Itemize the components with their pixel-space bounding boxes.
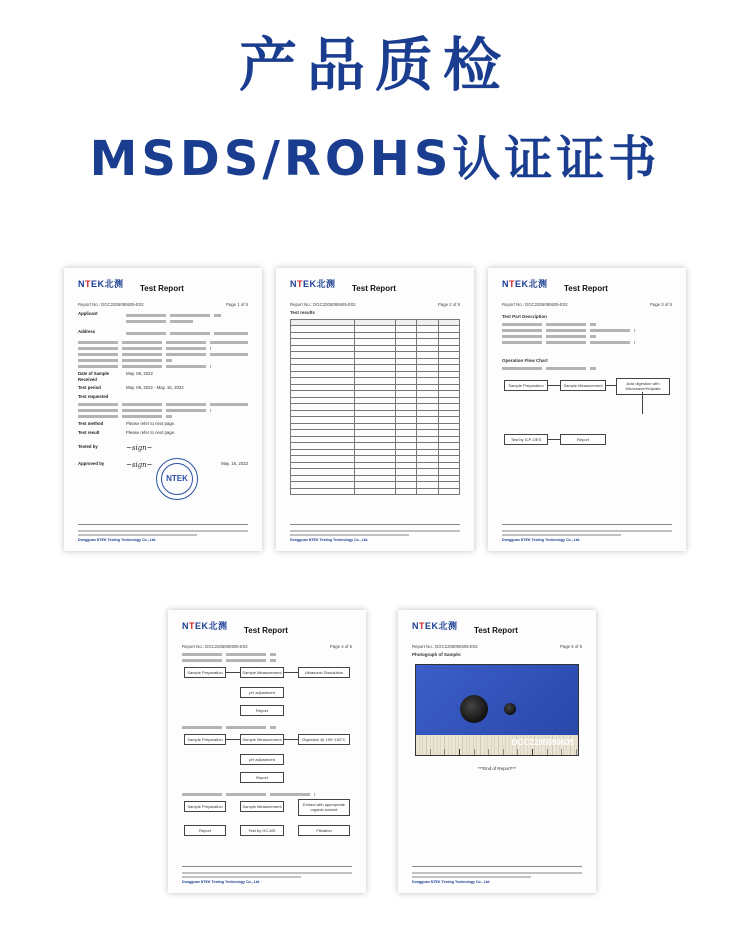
flow-box: Report (184, 825, 226, 836)
report-number: Report No.: DGC2205090605-E02 (78, 302, 144, 307)
report-title: Test Report (352, 284, 396, 293)
ntek-logo: NTEK北测 (78, 279, 124, 289)
report-footer: Dongguan NTEK Testing Technology Co., Ltd. (412, 866, 582, 885)
section-title: Photograph of Sample: (412, 651, 462, 657)
report-title: Test Report (474, 626, 518, 635)
report-page-5 (398, 610, 596, 893)
page-number: Page 5 of 5 (560, 644, 582, 649)
flow-box: Sample Measurement (240, 734, 284, 745)
approved-date: May. 16, 2022 (221, 461, 248, 467)
ntek-logo: NTEK北测 (502, 279, 548, 289)
flow-chart-a (182, 665, 352, 723)
flow-chart (502, 376, 672, 466)
section-title: Test results (290, 309, 315, 315)
report-title: Test Report (244, 626, 288, 635)
flow-box: Acid digestion with Microwave/Hotplate (616, 378, 670, 395)
applicant-label: Applicant (78, 310, 98, 316)
report-footer: Dongguan NTEK Testing Technology Co., Ltd. (290, 524, 460, 543)
flow-chart-b (182, 732, 352, 790)
page-number: Page 4 of 5 (330, 644, 352, 649)
approved-by-label: Approved by (78, 461, 105, 467)
flow-box: Extract with appropriate organic solvent (298, 799, 350, 816)
flow-box: pH adjustment (240, 687, 284, 698)
ntek-logo: NTEK北测 (412, 621, 458, 631)
report-title: Test Report (564, 284, 608, 293)
flow-box: Filtration (298, 825, 350, 836)
test-period: May. 09, 2022 - May. 16, 2022 (126, 385, 184, 391)
report-number: Report No.: DGC2205090605-E02 (290, 302, 356, 307)
section-title: Operation Flow Chart (502, 357, 548, 363)
date-received: May. 09, 2022 (126, 370, 153, 376)
report-number: Report No.: DGC2205090605-E02 (182, 644, 248, 649)
report-page-4 (168, 610, 366, 893)
flow-box: Sample Measurement (560, 380, 606, 391)
address-label: Address (78, 328, 96, 334)
flow-box: Digestion @ 150~160°C (298, 734, 350, 745)
report-footer: Dongguan NTEK Testing Technology Co., Ltd. (182, 866, 352, 885)
flow-box: Report (240, 705, 284, 716)
report-number: Report No.: DGC2205090605-E02 (502, 302, 568, 307)
test-requested-label: Test requested (78, 394, 109, 400)
flow-box: Report (560, 434, 606, 445)
report-page-3 (488, 268, 686, 551)
flow-box: Sample Preparation (184, 801, 226, 812)
flow-box: pH adjustment (240, 754, 284, 765)
test-result-label: Test result (78, 429, 100, 435)
page-subtitle: MSDS/ROHS认证证书 (89, 131, 661, 187)
test-period-label: Test period (78, 385, 101, 391)
flow-box: Sample Measurement (240, 667, 284, 678)
results-table (290, 319, 460, 496)
flow-box: Test by GC-MS (240, 825, 284, 836)
sample-photo (415, 664, 579, 756)
report-number: Report No.: DGC2205090605-E02 (412, 644, 478, 649)
report-footer: Dongguan NTEK Testing Technology Co., Ltd. (502, 524, 672, 543)
flow-box: Sample Preparation (504, 380, 548, 391)
end-of-report: ***End of Report*** (477, 765, 517, 771)
tester-signature: ~sign~ (126, 443, 153, 452)
flow-box: Sample Preparation (184, 734, 226, 745)
tested-by-label: Tested by (78, 443, 98, 449)
test-method-label: Test method (78, 420, 104, 426)
flow-chart-c (182, 799, 352, 845)
ntek-stamp: NTEK (156, 458, 198, 500)
flow-box: Ultrasonic Dissolution (298, 667, 350, 678)
flow-box: Sample Preparation (184, 667, 226, 678)
date-received-label: Date of Sample Received (78, 370, 110, 382)
test-result: Please refer to next page. (126, 429, 176, 435)
test-method: Please refer to next page. (126, 420, 176, 426)
ntek-logo: NTEK北测 (290, 279, 336, 289)
report-page-2 (276, 268, 474, 551)
page-number: Page 3 of 5 (650, 302, 672, 307)
flow-box: Report (240, 772, 284, 783)
report-title: Test Report (140, 284, 184, 293)
page-number: Page 2 of 5 (438, 302, 460, 307)
flow-box: Test by ICP-OES (504, 434, 548, 445)
flow-box: Sample Measurement (240, 801, 284, 812)
page-title: 产品质检 (238, 31, 511, 99)
report-page-1 (64, 268, 262, 551)
sample-label: DGC2205090605 (511, 738, 574, 748)
section-title: Test Part Description (502, 313, 547, 319)
report-footer: Dongguan NTEK Testing Technology Co., Ltd. (78, 524, 248, 543)
page-number: Page 1 of 5 (226, 302, 248, 307)
approver-signature: ~sign~ (126, 461, 153, 470)
ntek-logo: NTEK北测 (182, 621, 228, 631)
